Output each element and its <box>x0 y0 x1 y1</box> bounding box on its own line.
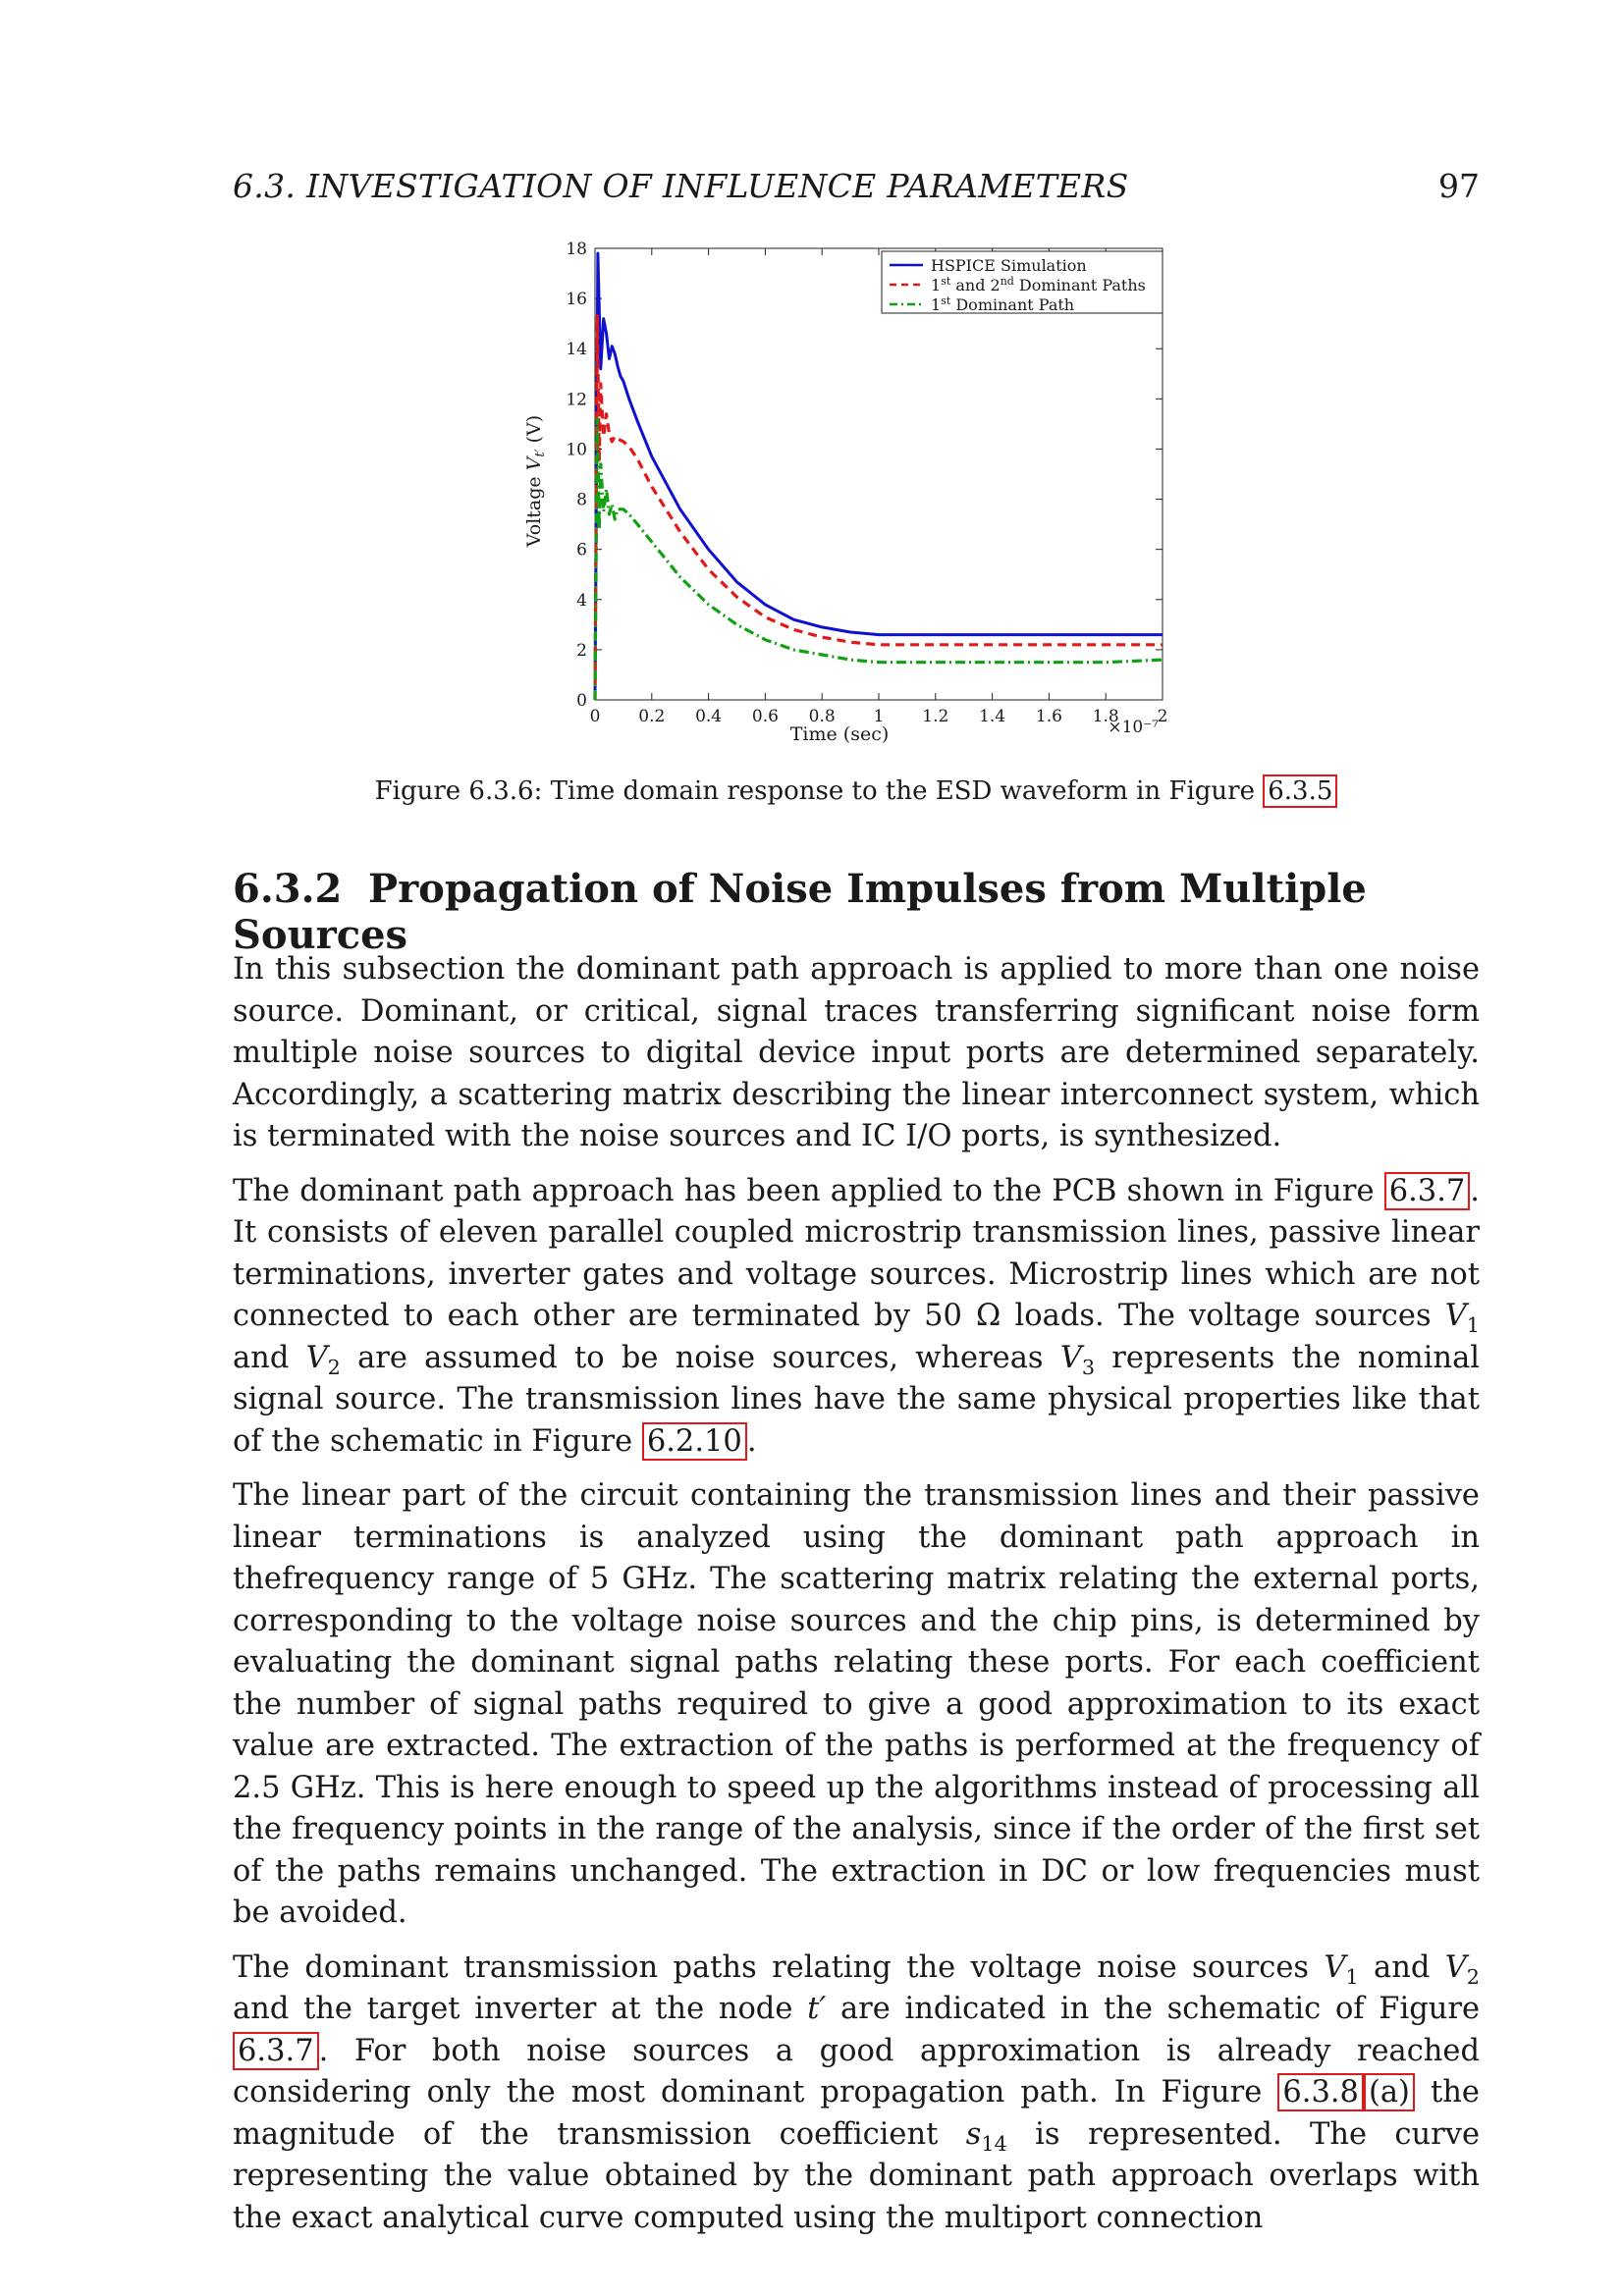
figure-ref-6-2-10[interactable]: 6.2.10 <box>642 1422 747 1461</box>
x-multiplier: ×10⁻⁷ <box>1108 718 1159 737</box>
body-text <box>233 949 1480 2252</box>
x-tick-label: 0.2 <box>638 707 666 726</box>
y-tick-label: 4 <box>576 590 587 611</box>
section-title: Propagation of Noise Impulses from Multiple Sources <box>233 866 1367 958</box>
series-group <box>595 253 1163 700</box>
y-tick-label: 12 <box>566 390 587 410</box>
y-tick-label: 8 <box>576 490 587 510</box>
section-number: 6.3.2 <box>233 866 343 912</box>
y-tick-label: 16 <box>566 290 587 310</box>
axes-frame <box>595 248 1163 700</box>
x-tick-label: 0.4 <box>695 707 723 726</box>
paragraph-4: The dominant transmission paths relating the voltage noise sources $V_1$ and $V_2$ and the target inverter at the node t′ are indicated in the schematic of Figure 6.3.7 . For both noise sources a good approximation is already reached considering only the most dominant propagation path. In Figure 6.3.8 (a) the magnitude of the transmission coefficient $s_{14}$ is represented. The curve representing the value obtained by the dominant path approach overlaps with the exact analytical curve computed using the multiport connection <box>233 1949 1480 2235</box>
caption-figure-ref[interactable]: 6.3.5 <box>1263 774 1337 808</box>
x-tick-label: 0.8 <box>808 707 836 726</box>
series-line-hspice <box>595 253 1163 700</box>
legend <box>882 251 1163 314</box>
running-title: 6.3. INVESTIGATION OF INFLUENCE PARAMETERS <box>233 167 1129 205</box>
figure-ref-6-3-7[interactable]: 6.3.7 <box>1384 1172 1471 1210</box>
legend-label-hspice: HSPICE Simulation <box>931 256 1087 275</box>
x-tick-label: 1 <box>873 707 885 726</box>
x-tick-label: 1.8 <box>1092 707 1119 726</box>
paragraph-2: The dominant path approach has been applied to the PCB shown in Figure 6.3.7 . It consists of eleven parallel coupled microstrip transmission lines, passive linear terminations, inverter gates and voltage sources. Microstrip lines which are not connected to each other are terminated by 50 Ω loads. The voltage sources $V_1$ and $V_2$ are assumed to be noise sources, whereas $V_3$ represents the nominal signal source. The transmission lines have the same physical properties like that of the schematic in Figure 6.2.10 . <box>233 1173 1481 1459</box>
x-tick-label: 1.4 <box>979 707 1006 726</box>
x-tick-label: 0.6 <box>751 707 779 726</box>
time-domain-chart <box>511 231 1188 756</box>
y-tick-label: 2 <box>576 640 587 661</box>
x-tick-label: 1.6 <box>1035 707 1062 726</box>
x-tick-label: 0 <box>589 707 601 726</box>
series-line-one-path <box>595 419 1163 700</box>
x-tick-label: 2 <box>1157 707 1168 726</box>
caption-text: Figure 6.3.6: Time domain response to the ESD waveform in Figure <box>374 776 1264 806</box>
y-tick-label: 0 <box>576 691 587 711</box>
legend-label-one-path: 1st Dominant Path <box>931 294 1075 314</box>
page-number: 97 <box>1438 167 1480 205</box>
legend-label-two-paths: 1st and 2nd Dominant Paths <box>931 275 1146 294</box>
figure-caption <box>233 776 1480 806</box>
section-heading <box>233 866 1480 958</box>
x-axis-label: Time (sec) <box>789 723 890 745</box>
x-tick-label: 1.2 <box>922 707 949 726</box>
paragraph-3: The linear part of the circuit containing the transmission lines and their passive linear terminations is analyzed using the dominant path approach in thefrequency range of 5 GHz. The scattering matrix relating the external ports, corresponding to the voltage noise sources and the chip pins, is determined by evaluating the dominant signal paths relating these ports. For each coefficient the number of signal paths required to give a good approximation to its exact value are extracted. The extraction of the paths is performed at the frequency of 2.5 GHz. This is here enough to speed up the algorithms instead of processing all the frequency points in the range of the analysis, since if the order of the first set of the paths remains unchanged. The extraction in DC or low frequencies must be avoided. <box>233 1478 1480 1930</box>
y-tick-label: 18 <box>566 240 587 259</box>
paragraph-1: In this subsection the dominant path approach is applied to more than one noise source. Dominant, or critical, signal traces transferring significant noise form multiple noise sources to digital device input ports are determined separately. Accordingly, a scattering matrix describing the linear interconnect system, which is terminated with the noise sources and IC I/O ports, is synthesized. <box>233 952 1480 1153</box>
subfigure-ref-a[interactable]: (a) <box>1364 2073 1415 2111</box>
y-axis-label: Voltage $V_{t'}$ (V) <box>523 414 548 548</box>
y-tick-label: 6 <box>576 540 587 561</box>
figure-ref-6-3-8[interactable]: 6.3.8 <box>1277 2073 1364 2111</box>
y-tick-label: 10 <box>566 440 587 460</box>
running-header <box>233 167 1480 206</box>
y-tick-label: 14 <box>566 340 587 360</box>
plot-frame <box>595 248 1163 700</box>
figure-ref-6-3-7-b[interactable]: 6.3.7 <box>233 2032 319 2070</box>
